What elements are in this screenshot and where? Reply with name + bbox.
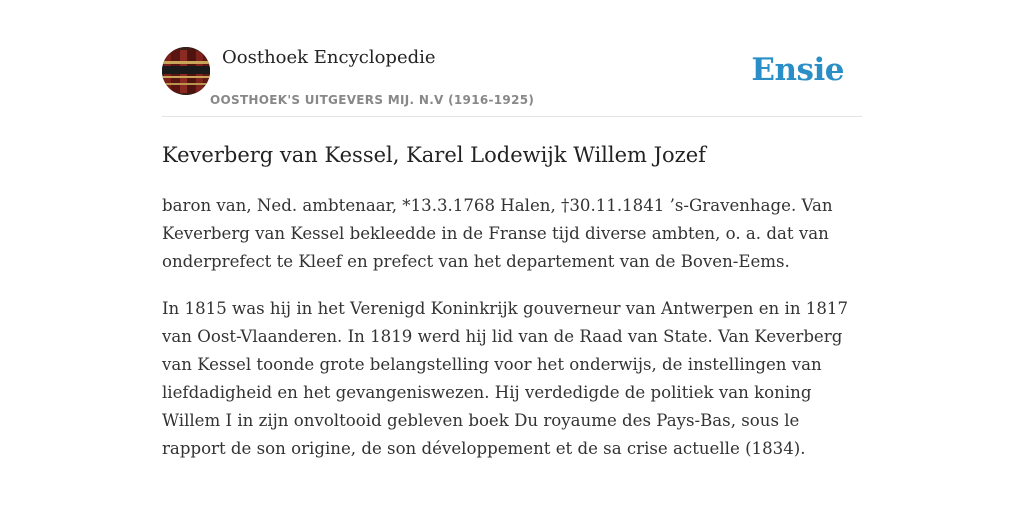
header [162,46,862,117]
text-line: Keverberg van Kessel bekleedde in de Franse tijd diverse ambten, o. a. dat van [162,224,829,243]
text-line: van Kessel toonde grote belangstelling voor het onderwijs, de instellingen van [162,355,822,374]
text-line: van Oost-Vlaanderen. In 1819 werd hij lid van de Raad van State. Van Keverberg [162,327,843,346]
text-line: onderprefect te Kleef en prefect van het departement van de Boven-Eems. [162,252,790,271]
text-line: liefdadigheid en het gevangeniswezen. Hij verdedigde de politiek van koning [162,383,812,402]
text-line: rapport de son origine, de son développement et de sa crise actuelle (1834). [162,439,806,458]
brand-logo-link[interactable]: Ensie [751,52,844,88]
paragraph [162,192,862,276]
text-line: In 1815 was hij in het Verenigd Koninkrijk gouverneur van Antwerpen en in 1817 [162,299,849,318]
entry-body [162,192,862,482]
source-subtitle: OOSTHOEK'S UITGEVERS MIJ. N.V (1916-1925) [210,93,535,107]
entry-title: Keverberg van Kessel, Karel Lodewijk Willem Jozef [162,143,706,167]
paragraph [162,295,862,463]
avatar[interactable] [162,47,210,95]
text-line: baron van, Ned. ambtenaar, *13.3.1768 Halen, †30.11.1841 ’s-Gravenhage. Van [162,196,833,215]
book-spines-icon [162,47,210,95]
text-line: Willem I in zijn onvoltooid gebleven boek Du royaume des Pays-Bas, sous le [162,411,800,430]
source-title[interactable]: Oosthoek Encyclopedie [222,47,436,68]
